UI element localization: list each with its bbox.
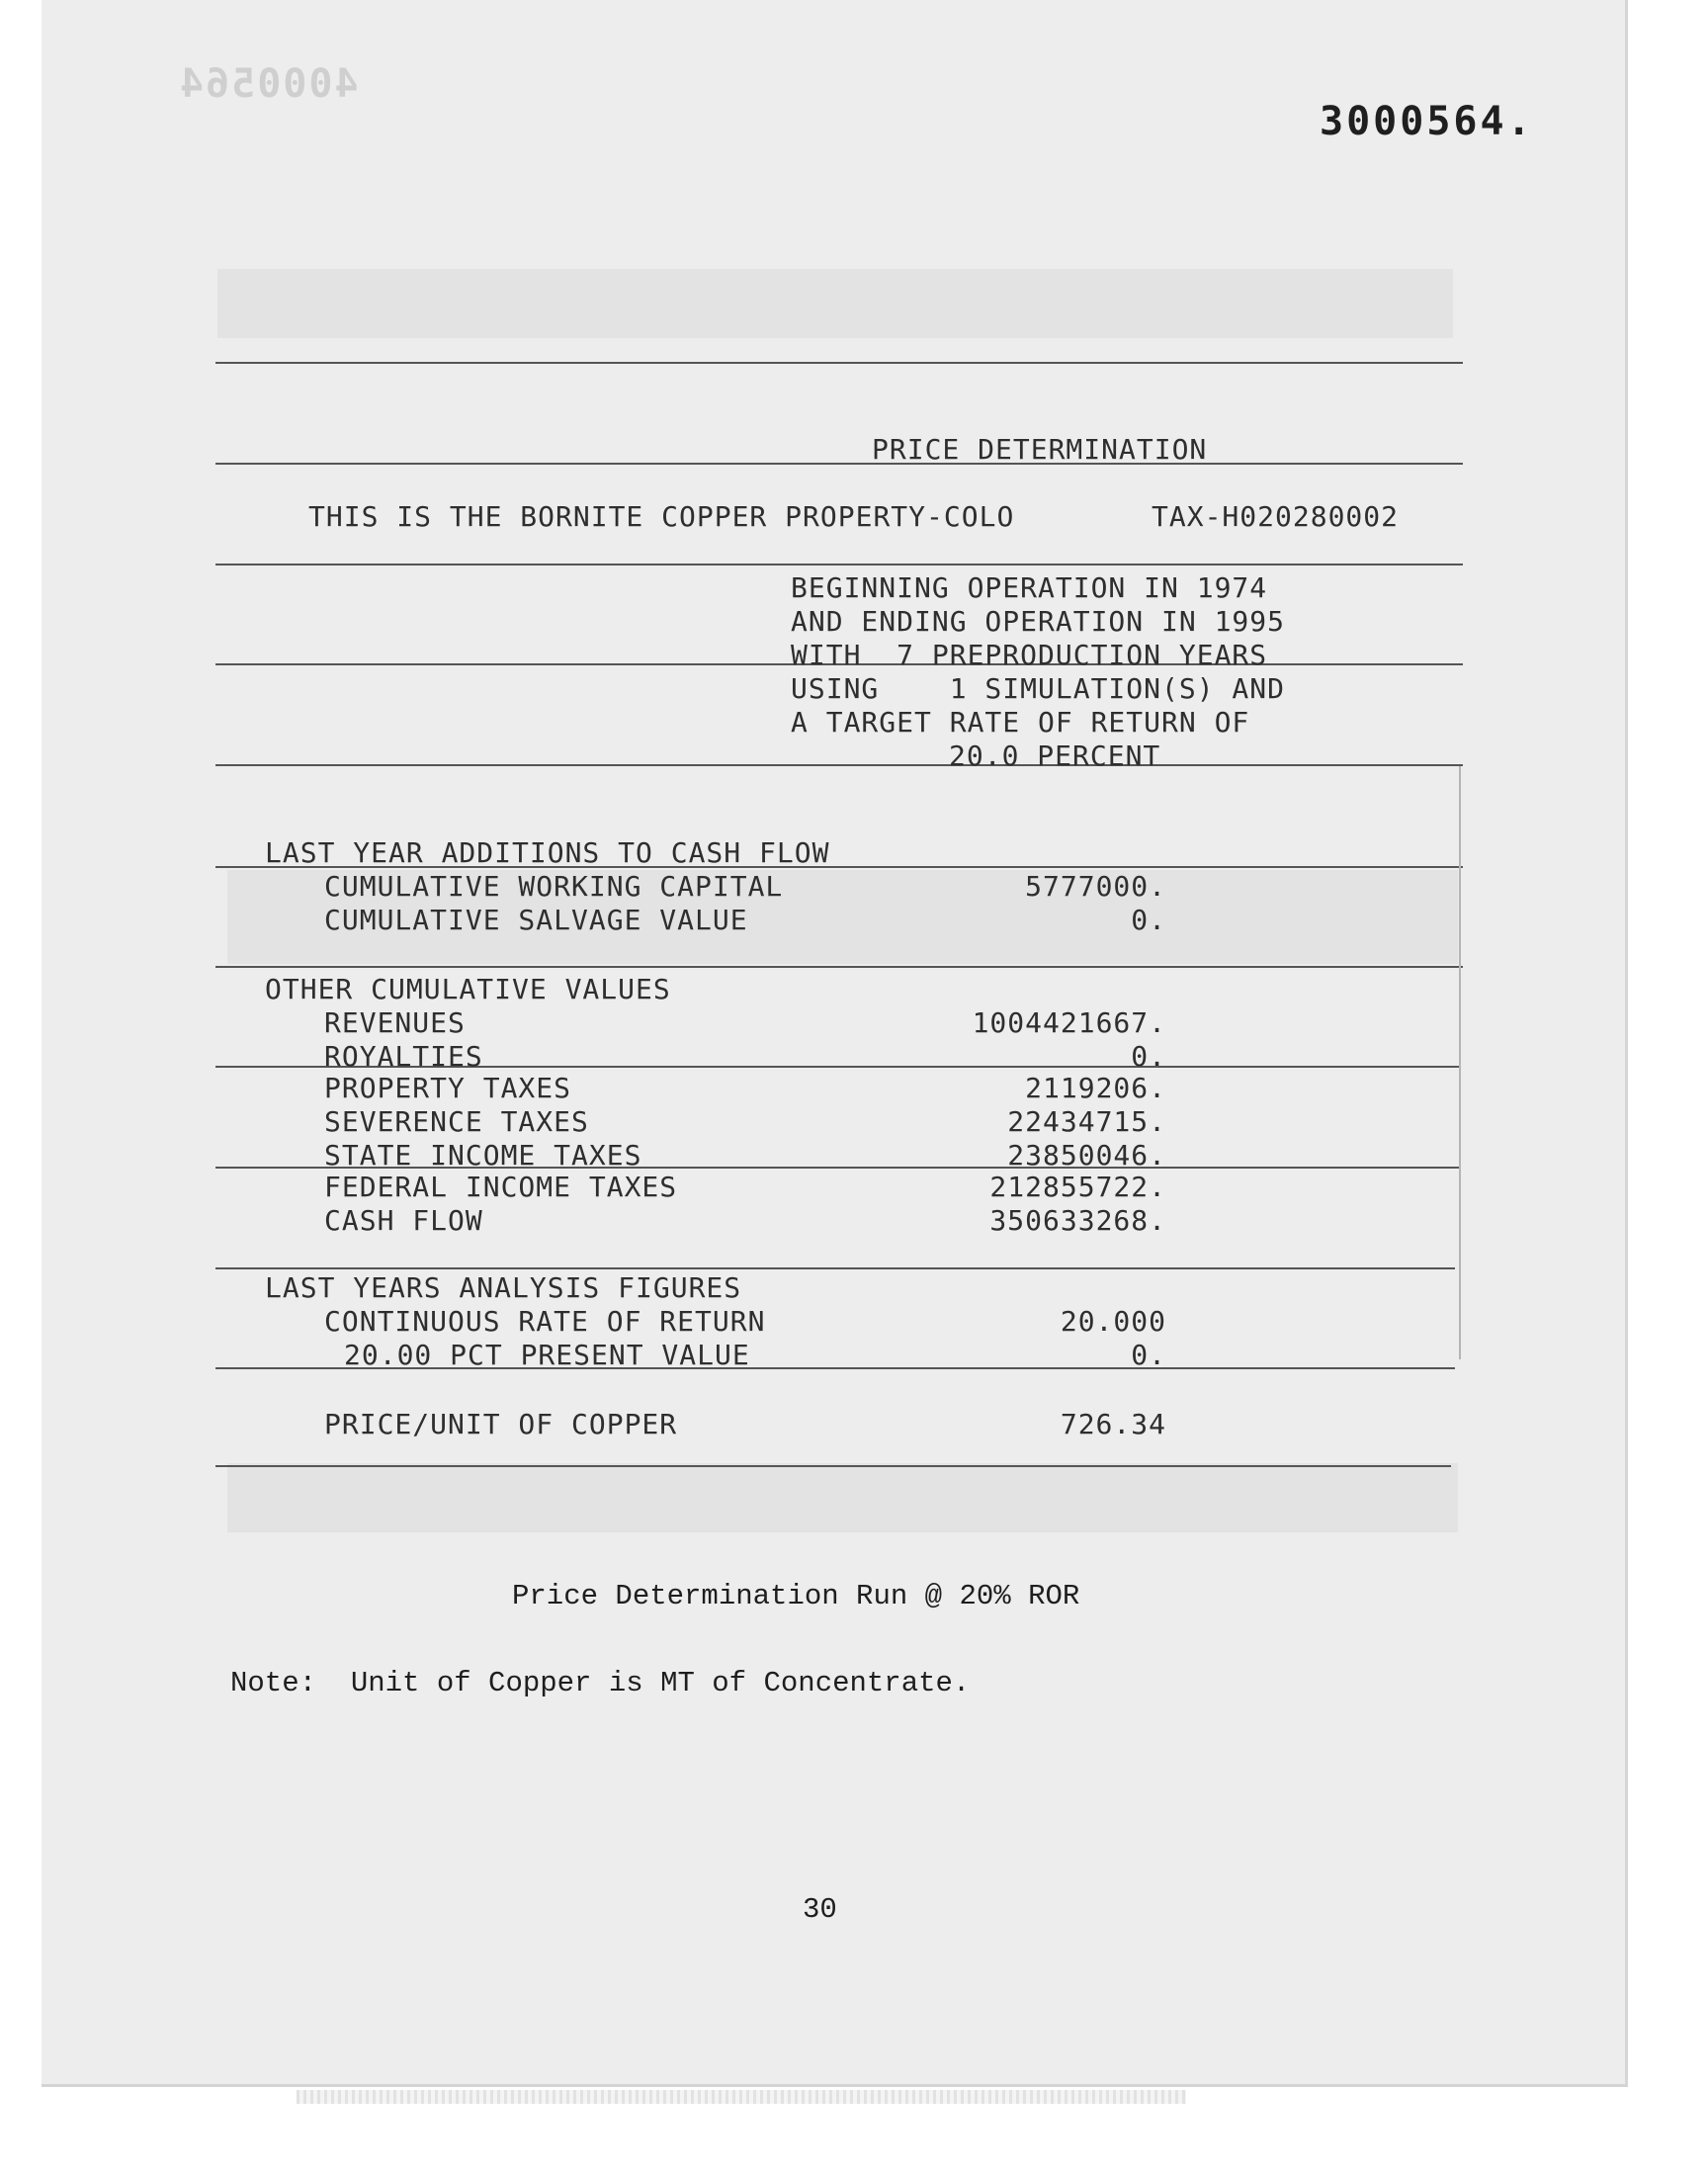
page-number: 30 [803,1893,837,1926]
row-value: 0. [1131,1339,1166,1371]
rule [215,564,1463,566]
property-line: THIS IS THE BORNITE COPPER PROPERTY-COLO [308,500,1015,533]
row-value: 0. [1131,904,1166,936]
row-value: 1004421667. [972,1006,1166,1039]
operation-line: A TARGET RATE OF RETURN OF [791,706,1250,739]
section-heading: LAST YEARS ANALYSIS FIGURES [265,1271,742,1304]
rule [215,362,1463,364]
bates-number-stamp: 3000564. [1320,99,1534,144]
rule [215,463,1463,465]
section-heading: LAST YEAR ADDITIONS TO CASH FLOW [265,836,830,869]
row-label: STATE INCOME TAXES [324,1139,642,1172]
row-label: CONTINUOUS RATE OF RETURN [324,1305,766,1338]
operation-line: AND ENDING OPERATION IN 1995 [791,605,1286,638]
row-label: CUMULATIVE WORKING CAPITAL [324,870,784,903]
scan-band [227,1463,1458,1532]
row-label: REVENUES [324,1006,466,1039]
page-title: PRICE DETERMINATION [872,433,1208,466]
row-value: 2119206. [1025,1072,1166,1104]
row-label: PROPERTY TAXES [324,1072,572,1104]
rule [215,1465,1451,1467]
operation-line: WITH 7 PREPRODUCTION YEARS [791,639,1268,671]
row-label: SEVERENCE TAXES [324,1105,589,1138]
scan-band [217,269,1453,338]
column-edge [1459,766,1461,1359]
operation-line: USING 1 SIMULATION(S) AND [791,672,1286,705]
mirrored-bates-stamp: 4000564 [178,61,359,107]
caption: Price Determination Run @ 20% ROR [512,1580,1080,1612]
row-value: 22434715. [1007,1105,1166,1138]
row-value: 212855722. [989,1171,1166,1203]
rule [215,1267,1455,1269]
row-value: 5777000. [1025,870,1166,903]
row-label: CUMULATIVE SALVAGE VALUE [324,904,748,936]
tax-id: TAX-H020280002 [1152,500,1400,533]
row-label: CASH FLOW [324,1204,483,1237]
rule [215,966,1463,968]
footnote: Note: Unit of Copper is MT of Concentrate. [230,1667,971,1699]
row-value: 350633268. [989,1204,1166,1237]
row-value: 0. [1131,1040,1166,1073]
price-value: 726.34 [1060,1408,1166,1440]
operation-line: 20.0 PERCENT [949,740,1161,772]
row-value: 23850046. [1007,1139,1166,1172]
scan-edge [297,2090,1186,2104]
operation-line: BEGINNING OPERATION IN 1974 [791,571,1268,604]
row-value: 20.000 [1060,1305,1166,1338]
row-label: 20.00 PCT PRESENT VALUE [344,1339,750,1371]
rule [215,764,1463,766]
price-label: PRICE/UNIT OF COPPER [324,1408,678,1440]
row-label: ROYALTIES [324,1040,483,1073]
section-heading: OTHER CUMULATIVE VALUES [265,973,671,1005]
row-label: FEDERAL INCOME TAXES [324,1171,678,1203]
